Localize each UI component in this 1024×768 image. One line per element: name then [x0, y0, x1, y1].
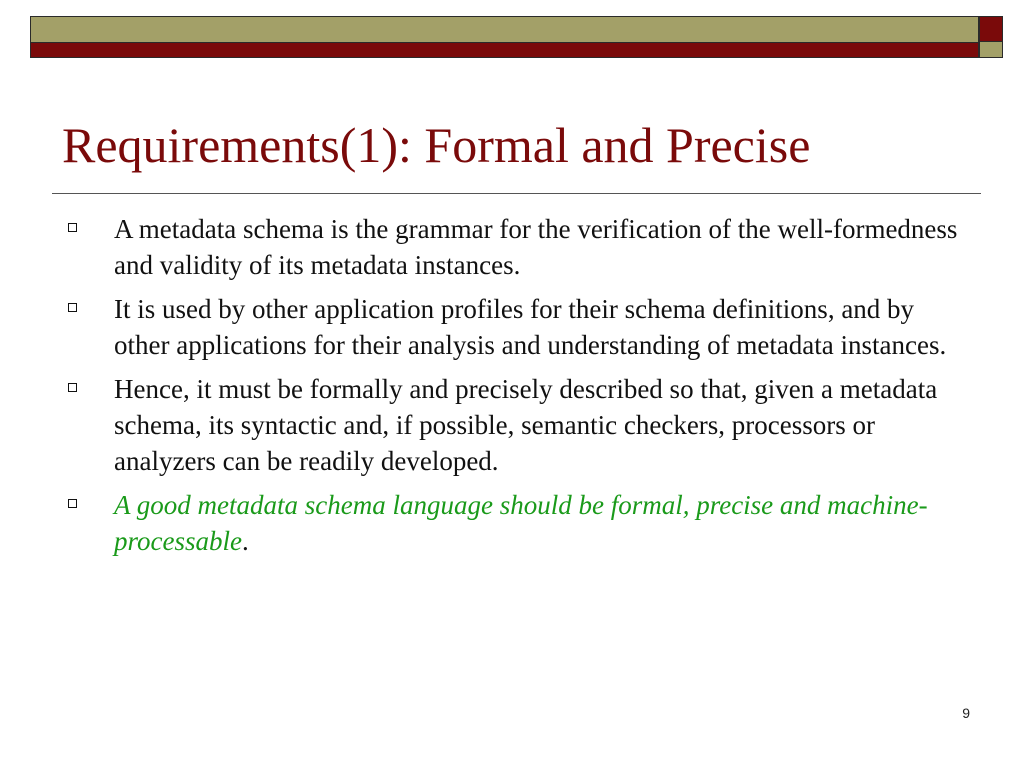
bullet-text: A metadata schema is the grammar for the verification of the well-formedness and validity of its metadata instances. [114, 214, 958, 280]
hollow-square-icon [68, 499, 77, 508]
hollow-square-icon [68, 383, 77, 392]
bullet-list [58, 211, 958, 567]
header-maroon-band [31, 43, 978, 57]
bullet-item-highlight [58, 487, 958, 559]
title-divider [52, 193, 981, 194]
bullet-item [58, 371, 958, 479]
bullet-text: Hence, it must be formally and precisely described so that, given a metadata schema, its syntactic and, if possible, semantic checkers, processors or analyzers can be readily developed. [114, 374, 938, 476]
hollow-square-icon [68, 223, 77, 232]
hollow-square-icon [68, 303, 77, 312]
bullet-text: It is used by other application profiles for their schema definitions, and by other applications for their analysis and understanding of metadata instances. [114, 294, 947, 360]
bullet-item [58, 211, 958, 283]
header-decoration-bar [30, 16, 979, 58]
slide-title: Requirements(1): Formal and Precise [62, 117, 811, 173]
corner-maroon-square [979, 16, 1003, 42]
corner-olive-square [979, 42, 1003, 58]
bullet-period: . [241, 526, 249, 556]
header-olive-band [31, 17, 978, 43]
page-number: 9 [962, 705, 970, 721]
bullet-text-highlight: A good metadata schema language should be formal, precise and machine-processable [114, 490, 928, 556]
bullet-item [58, 291, 958, 363]
